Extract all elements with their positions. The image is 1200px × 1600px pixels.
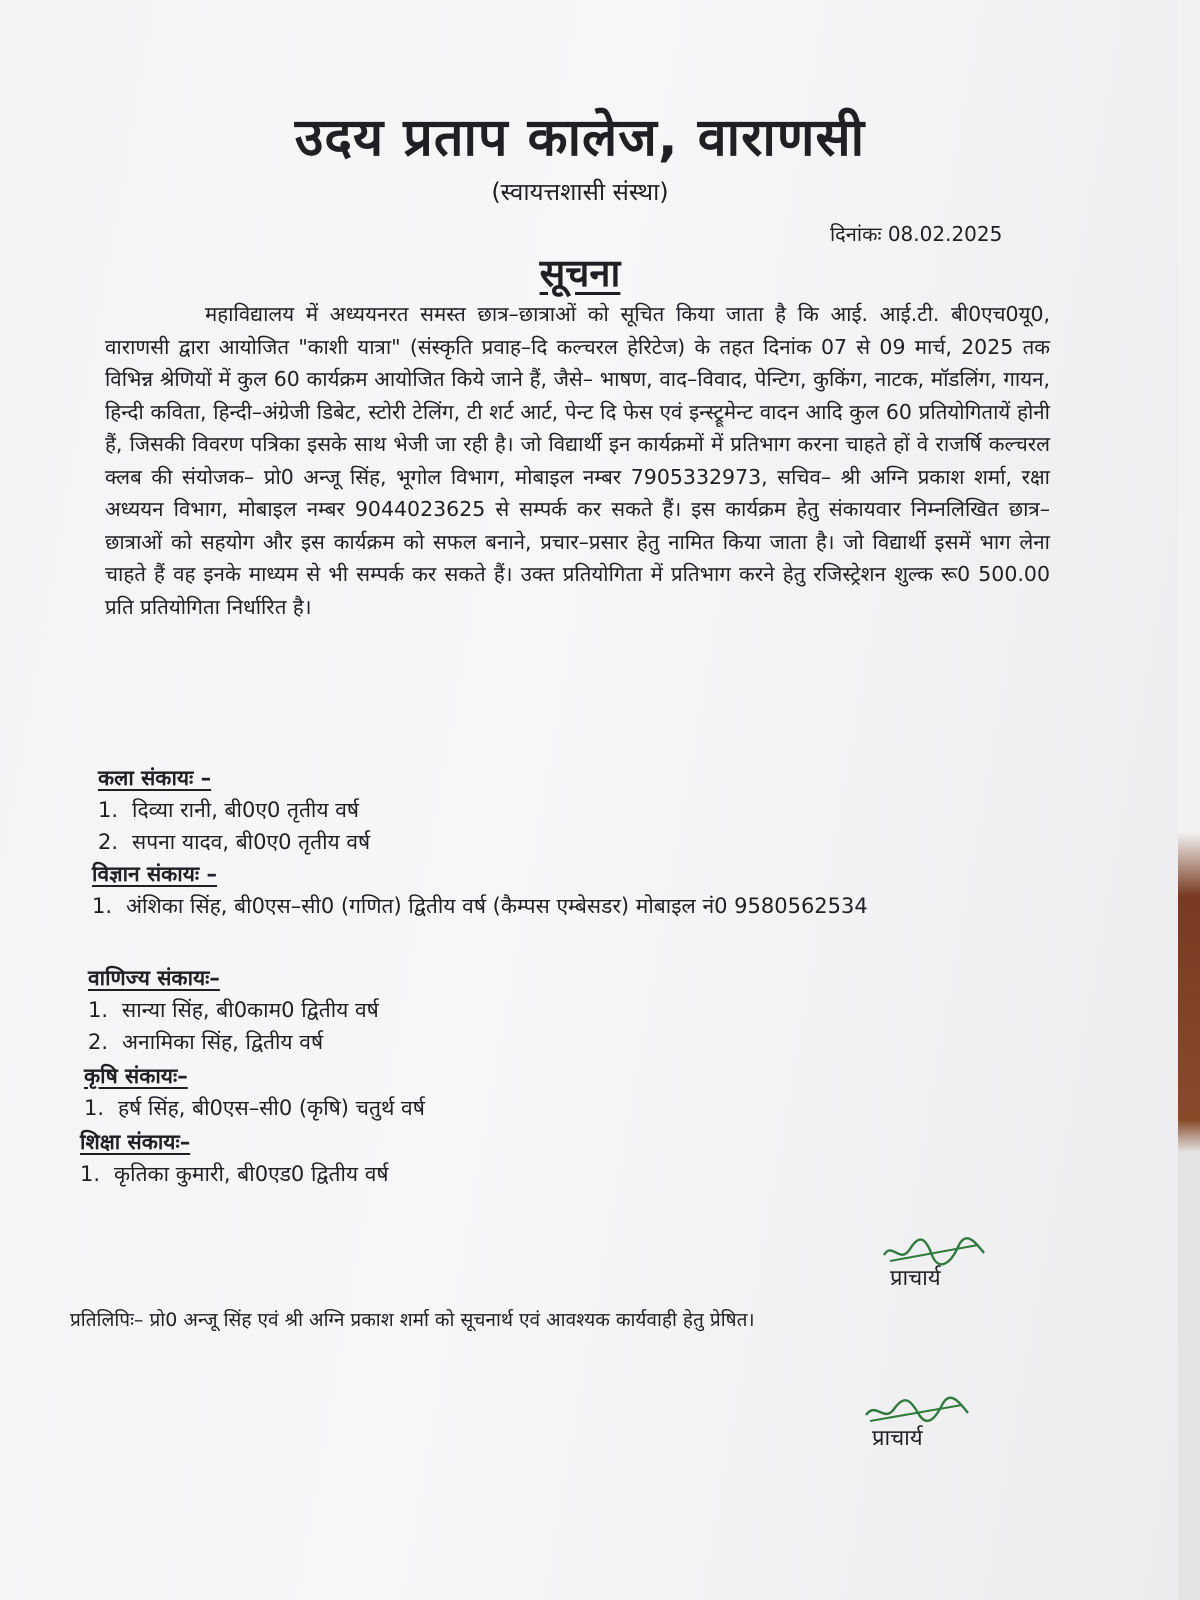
notice-date: दिनांकः 08.02.2025 — [830, 222, 1003, 246]
item-number: 1. — [88, 998, 109, 1022]
item-text: अनामिका सिंह, द्वितीय वर्ष — [122, 1030, 324, 1054]
item-text: सपना यादव, बी0ए0 तृतीय वर्ष — [132, 830, 371, 854]
faculty-heading: वाणिज्य संकायः– — [88, 966, 220, 990]
faculty-commerce — [88, 962, 379, 1058]
list-item — [92, 890, 1086, 922]
item-text: अंशिका सिंह, बी0एस–सी0 (गणित) द्वितीय वर्ष (कैम्पस एम्बेसडर) मोबाइल नं0 9580562534 — [126, 894, 868, 918]
faculty-education — [80, 1126, 389, 1190]
faculty-science — [92, 858, 1086, 922]
faculty-heading: शिक्षा संकायः– — [80, 1130, 191, 1154]
list-item — [98, 826, 370, 858]
background-edge — [1178, 0, 1200, 1600]
list-item — [88, 1026, 379, 1058]
item-number: 2. — [88, 1030, 109, 1054]
list-item — [88, 994, 379, 1026]
item-number: 2. — [98, 830, 119, 854]
notice-body: महाविद्यालय में अध्ययनरत समस्त छात्र–छात्राओं को सूचित किया जाता है कि आई. आई.टी. बी0एच0यू0, वाराणसी द्वारा आयोजित "काशी यात्रा" (संस्कृति प्रवाह–दि कल्चरल हेरिटेज) के तहत दिनांक 07 से 09 मार्च, 2025 तक विभिन्न श्रेणियों में कुल 60 कार्यक्रम आयोजित किये जाने हैं, जैसे– भाषण, वाद–विवाद, पेन्टिग, कुकिंग, नाटक, मॉडलिंग, गायन, हिन्दी कविता, हिन्दी–अंग्रेजी डिबेट, स्टोरी टेलिंग, टी शर्ट आर्ट, पेन्ट दि फेस एवं इन्स्ट्रूमेन्ट वादन आदि कुल 60 प्रतियोगितायें होनी हैं, जिसकी विवरण पत्रिका इसके साथ भेजी जा रही है। जो विद्यार्थी इन कार्यक्रमों में प्रतिभाग करना चाहते हों वे राजर्षि कल्चरल क्लब की संयोजक– प्रो0 अन्जू सिंह, भूगोल विभाग, मोबाइल नम्बर 7905332973, सचिव– श्री अग्नि प्रकाश शर्मा, रक्षा अध्ययन विभाग, मोबाइल नम्बर 9044023625 से सम्पर्क कर सकते हैं। इस कार्यक्रम हेतु संकायवार निम्नलिखित छात्र–छात्राओं को सहयोग और इस कार्यक्रम को सफल बनाने, प्रचार–प्रसार हेतु नामित किया जाता है। जो विद्यार्थी इसमें भाग लेना चाहते हैं वह इनके माध्यम से भी सम्पर्क कर सकते हैं। उक्त प्रतियोगिता में प्रतिभाग करने हेतु रजिस्ट्रेशन शुल्क रू0 500.00 प्रति प्रतियोगिता निर्धारित है। — [105, 302, 1050, 619]
principal-designation: प्राचार्य — [872, 1426, 923, 1451]
notice-heading — [0, 246, 1160, 298]
item-number: 1. — [98, 798, 119, 822]
item-text: सान्या सिंह, बी0काम0 द्वितीय वर्ष — [122, 998, 379, 1022]
item-text: कृतिका कुमारी, बी0एड0 द्वितीय वर्ष — [114, 1162, 389, 1186]
item-number: 1. — [80, 1162, 101, 1186]
item-text: हर्ष सिंह, बी0एस–सी0 (कृषि) चतुर्थ वर्ष — [118, 1096, 425, 1120]
college-title: उदय प्रताप कालेज, वाराणसी — [294, 108, 866, 168]
notice-heading-text: सूचना — [539, 251, 621, 295]
faculty-heading: विज्ञान संकायः – — [92, 862, 217, 886]
faculty-heading: कृषि संकायः– — [84, 1064, 188, 1088]
list-item — [98, 794, 370, 826]
item-number: 1. — [84, 1096, 105, 1120]
faculty-heading: कला संकायः – — [98, 766, 212, 790]
item-text: दिव्या रानी, बी0ए0 तृतीय वर्ष — [132, 798, 360, 822]
list-item — [84, 1092, 425, 1124]
principal-designation: प्राचार्य — [890, 1266, 941, 1291]
list-item — [80, 1158, 389, 1190]
item-number: 1. — [92, 894, 113, 918]
college-subtitle: (स्वायत्तशासी संस्था) — [491, 178, 669, 206]
copy-to-line: प्रतिलिपिः– प्रो0 अन्जू सिंह एवं श्री अग्नि प्रकाश शर्मा को सूचनार्थ एवं आवश्यक कार्यवाही हेतु प्रेषित। — [70, 1309, 755, 1331]
faculty-arts — [98, 762, 370, 858]
faculty-agriculture — [84, 1060, 425, 1124]
